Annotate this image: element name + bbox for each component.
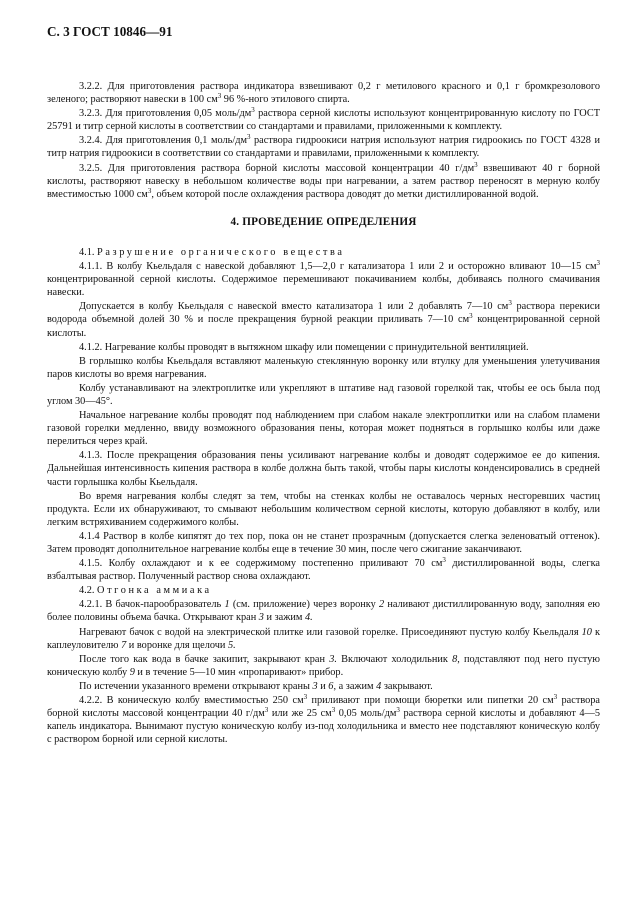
paragraph: 4.1.3. После прекращения образования пены усиливают нагревание колбы и доводят содержимое ее до кипения. Дальнейшая интенсивность кипения раствора в колбе должна быть такой, чтобы пары кислоты конденсировались в средней части горлышка колбы Кьельдаля. — [47, 450, 600, 488]
paragraph: 3.2.4. Для приготовления 0,1 моль/$дм^3$ раствора гидроокиси натрия используют натрия гидроокись по ГОСТ 4328 и титр натрия гидроокиси в соответствии со стандартами и правилами, приложенными к комплекту. — [47, 133, 600, 160]
paragraph: 3.2.2. Для приготовления раствора индикатора взвешивают 0,2 г метилового красного и 0,1 г бромкрезолового зеленого; растворяют навески в 100 $см^3$ 96 %-ного этилового спирта. — [47, 81, 600, 106]
paragraph: 4.1. Разрушение органического вещества — [79, 246, 345, 258]
paragraph: Колбу устанавливают на электроплитке или укрепляют в штативе над газовой горелкой так, чтобы ее ось была под углом 30—45°. — [47, 382, 600, 407]
paragraph: После того как вода в бачке закипит, закрывают кран 3. Включают холодильник 8, подставляют под него пустую коническую колбу 9 и в течение 5—10 мин «пропаривают» прибор. — [47, 653, 600, 678]
paragraph: Нагревают бачок с водой на электрической плитке или газовой горелке. Присоединяют пустую колбу Кьельдаля 10 к каплеуловителю 7 и воронке для щелочи 5. — [47, 626, 600, 651]
paragraph: 4.2.1. В бачок-парообразователь 1 (см. приложение) через воронку 2 наливают дистиллированную воду, заполняя ею более половины объема бачка. Открывают кран 3 и зажим 4. — [47, 599, 600, 624]
paragraph: Начальное нагревание колбы проводят под наблюдением при слабом накале электроплитки или на слабом пламени газовой горелки медленно, ввиду возможного образования пены, которая может подняться в горлышко колбы или даже перелиться через край. — [47, 410, 600, 448]
paragraph: 4.2.2. В коническую колбу вместимостью 250 $см^3$ приливают при помощи бюретки или пипетки 20 $см^3$ раствора борной кислоты массовой концентрации 40 $г/дм^3$ или же 25 $см^3$ 0,05 моль/$дм^3$ раствора серной кислоты и добавляют 4—5 капель индикатора. Вынимают пустую коническую колбу из-под холодильника и вместо нее подставляют коническую колбу с раствором борной или серной кислоты. — [47, 693, 600, 746]
section-heading: 4. ПРОВЕДЕНИЕ ОПРЕДЕЛЕНИЯ — [230, 215, 417, 228]
paragraph: В горлышко колбы Кьельдаля вставляют маленькую стеклянную воронку или втулку для уменьшения улетучивания паров кислоты во время нагревания. — [47, 355, 600, 380]
paragraph: 3.2.5. Для приготовления раствора борной кислоты массовой концентрации 40 $г/дм^3$ взвешивают 40 г борной кислоты, растворяют навеску в небольшом количестве воды при нагревании, а затем раствор переносят в мерную колбу вместимостью 1000 $см^3$, объем которой после охлаждения раствора доводят до метки дистиллированной водой. — [47, 160, 600, 200]
document-body — [47, 80, 600, 747]
paragraph: Во время нагревания колбы следят за тем, чтобы на стенках колбы не оставалось черных несгоревших частиц продукта. Если их обнаруживают, то смывают небольшим количеством серной кислоты, которую добавляют в колбу, или легким встряхиванием содержимого колбы. — [47, 490, 600, 528]
paragraph: По истечении указанного времени открывают краны 3 и 6, а зажим 4 закрывают. — [79, 680, 433, 692]
page-header: С. 3 ГОСТ 10846—91 — [47, 24, 173, 39]
paragraph: 4.2. Отгонка аммиака — [79, 585, 212, 597]
paragraph: Допускается в колбу Кьельдаля с навеской вместо катализатора 1 или 2 добавлять 7—10 $см^3$ раствора перекиси водорода объемной долей 30 % и после прекращения бурной реакции приливать 7—10 $см^3$ концентрированной серной кислоты. — [47, 299, 600, 339]
paragraph: 3.2.3. Для приготовления 0,05 моль/$дм^3$ раствора серной кислоты используют концентрированную кислоту по ГОСТ 25791 и титр серной кислоты в соответствии со стандартами и правилами, приложенными к комплекту. — [47, 106, 600, 133]
paragraph: 4.1.5. Колбу охлаждают и к ее содержимому постепенно приливают 70 $см^3$ дистиллированной воды, слегка взбалтывая раствор. Полученный раствор снова охлаждают. — [47, 556, 600, 583]
paragraph: 4.1.4 Раствор в колбе кипятят до тех пор, пока он не станет прозрачным (допускается слегка зеленоватый оттенок). Затем проводят дополнительное нагревание колбы еще в течение 30 мин, после чего сжигание заканчивают. — [47, 530, 600, 555]
paragraph: 4.1.1. В колбу Кьельдаля с навеской добавляют 1,5—2,0 г катализатора 1 или 2 и осторожно вливают 10—15 $см^3$ концентрированной серной кислоты. Содержимое перемешивают покачиванием колбы, добиваясь полного смачивания навески. — [47, 259, 600, 299]
paragraph: 4.1.2. Нагревание колбы проводят в вытяжном шкафу или помещении с принудительной вентиляцией. — [79, 341, 529, 353]
